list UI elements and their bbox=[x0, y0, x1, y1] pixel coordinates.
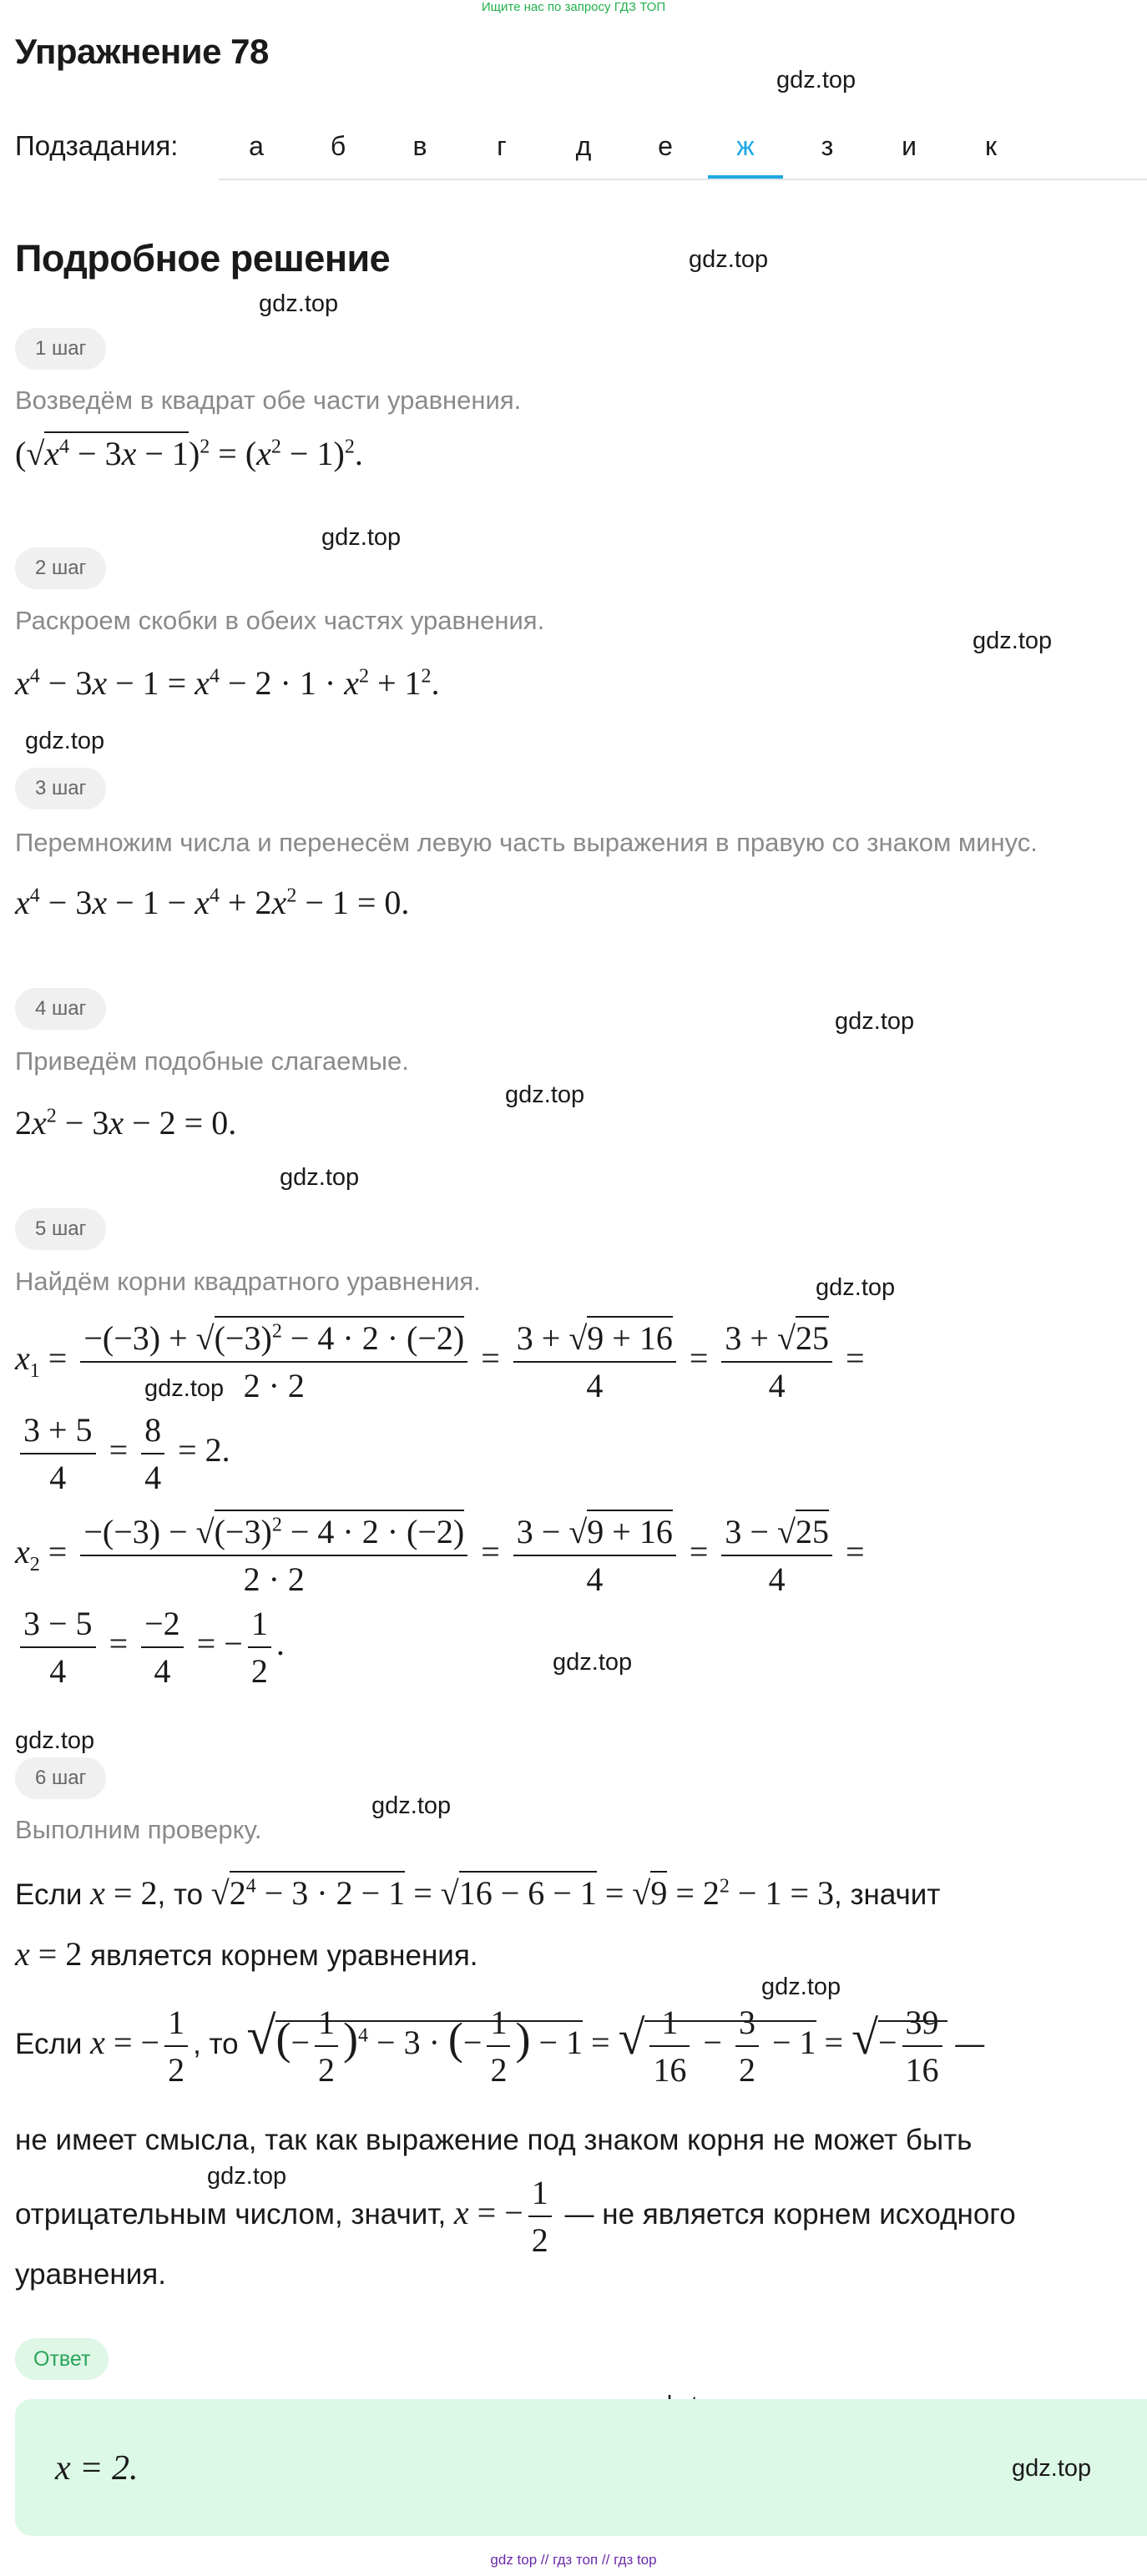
equation-root-x2-cont: $\frac{3 - 5}{4}$ = $\frac{-2}{4}$ = − $\frac{1}{2}$ . bbox=[15, 1604, 285, 1691]
step-description: Возведём в квадрат обе части уравнения. bbox=[15, 386, 522, 415]
check-line-5: отрицательным числом, значит, x = − $\frac{1}{2}$ — не является корнем исходного bbox=[15, 2174, 1016, 2259]
step-badge: 3 шаг bbox=[15, 768, 106, 809]
solution-heading: Подробное решение bbox=[15, 237, 391, 280]
check-line-2: x = 2 является корнем уравнения. bbox=[15, 1935, 478, 1973]
answer-badge: Ответ bbox=[15, 2338, 109, 2380]
equation: $x^4 - 3x - 1 - x^4 + 2x^2 - 1 = 0$. bbox=[15, 884, 410, 921]
top-ad-link[interactable]: Ищите нас по запросу ГДЗ ТОП bbox=[481, 0, 666, 14]
watermark: gdz.top bbox=[553, 1649, 633, 1676]
check-line-4: не имеет смысла, так как выражение под знаком корня не может быть bbox=[15, 2124, 973, 2156]
answer-value: x = 2. bbox=[55, 2449, 139, 2488]
step-description: Раскроем скобки в обеих частях уравнения. bbox=[15, 606, 545, 635]
subtasks-label: Подзадания: bbox=[15, 130, 179, 161]
not-root-text: — не является корнем исходного bbox=[564, 2198, 1016, 2231]
equation-root-x2: $x_2$ = $\frac{-(-3) - √(-3)^2 - 4 \cdot 2 \cdot (-2)}{2 \cdot 2}$ = $\frac{3 - √9 + 16}{4}$ = $\frac{3 - √25}{4}$ = bbox=[15, 1512, 865, 1599]
step-description: Найдём корни квадратного уравнения. bbox=[15, 1267, 481, 1296]
subtask-tab-zh[interactable]: ж bbox=[708, 125, 783, 179]
equation-root-x1: $x_1$ = $\frac{-(-3) + √(-3)^2 - 4 \cdot 2 \cdot (-2)}{2 \cdot 2}$ = $\frac{3 + √9 + 16}{4}$ = $\frac{3 + √25}{4}$ = bbox=[15, 1318, 865, 1405]
step-badge: 4 шаг bbox=[15, 988, 106, 1030]
footer-links[interactable]: gdz top // гдз топ // гдз top bbox=[490, 2552, 657, 2568]
check-line-1: Если x = 2, то $√2^4 - 3 \cdot 2 - 1 = √16 - 6 - 1 = √9 = 2^2 - 1 = 3$, значит bbox=[15, 1873, 940, 1913]
subtask-tab-z[interactable]: з bbox=[821, 131, 834, 161]
step-badge: 5 шаг bbox=[15, 1208, 106, 1250]
subtask-tab-b[interactable]: б bbox=[330, 131, 346, 161]
if-word: Если bbox=[15, 2028, 83, 2061]
if-word: Если bbox=[15, 1878, 83, 1911]
answer-box bbox=[15, 2399, 1147, 2536]
equation: $(√x^4 - 3x - 1)^2 = (x^2 - 1)^2$. bbox=[15, 434, 363, 473]
watermark: gdz.top bbox=[321, 524, 402, 551]
watermark: gdz.top bbox=[761, 1974, 841, 2000]
is-root-text: является корнем уравнения. bbox=[90, 1939, 478, 1972]
watermark: gdz.top bbox=[371, 1792, 452, 1819]
watermark: gdz.top bbox=[816, 1274, 896, 1301]
subtask-tab-g[interactable]: г bbox=[497, 131, 507, 161]
check-line-3: Если x = − $\frac{1}{2}$ , то √(− $\frac{1}{2}$ )$^4$ − 3 · (− $\frac{1}{2}$ ) − 1 = √ $\frac{1}{16}$ − $\frac{3}{2}$ − 1 = √− $\frac{39}{16}$ — bbox=[15, 2004, 985, 2089]
equation: $x^4 - 3x - 1 = x^4 - 2 \cdot 1 \cdot x^2 + 1^2$. bbox=[15, 664, 440, 702]
step-badge: 2 шаг bbox=[15, 547, 106, 589]
watermark: gdz.top bbox=[280, 1164, 360, 1191]
subtask-tab-e[interactable]: е bbox=[658, 131, 673, 161]
subtask-tab-a[interactable]: а bbox=[249, 131, 264, 161]
then-word: то bbox=[173, 1878, 204, 1911]
watermark: gdz.top bbox=[15, 1727, 95, 1754]
subtask-tab-d[interactable]: д bbox=[575, 131, 592, 161]
then-word: то bbox=[209, 2028, 239, 2061]
watermark: gdz.top bbox=[1012, 2455, 1092, 2482]
step-description: Перемножим числа и перенесём левую часть выражения в правую со знаком минус. bbox=[15, 828, 1038, 857]
subtask-tab-v[interactable]: в bbox=[412, 131, 427, 161]
page-title: Упражнение 78 bbox=[15, 32, 269, 71]
watermark: gdz.top bbox=[207, 2163, 287, 2190]
equation: $2x^2 - 3x - 2 = 0$. bbox=[15, 1104, 237, 1142]
watermark: gdz.top bbox=[259, 290, 339, 317]
step-description: Приведём подобные слагаемые. bbox=[15, 1046, 409, 1076]
watermark: gdz.top bbox=[144, 1375, 225, 1402]
means-word: значит bbox=[850, 1878, 941, 1911]
step-badge: 1 шаг bbox=[15, 328, 106, 370]
step-badge: 6 шаг bbox=[15, 1757, 106, 1799]
watermark: gdz.top bbox=[25, 728, 105, 754]
step-description: Выполним проверку. bbox=[15, 1815, 262, 1844]
equation-root-x1-cont: $\frac{3 + 5}{4}$ = $\frac{8}{4}$ = 2. bbox=[15, 1410, 230, 1497]
watermark: gdz.top bbox=[505, 1081, 585, 1108]
watermark: gdz.top bbox=[835, 1008, 915, 1035]
subtask-tab-k[interactable]: к bbox=[985, 131, 997, 161]
watermark: gdz.top bbox=[689, 246, 769, 273]
watermark: gdz.top bbox=[776, 67, 856, 93]
negative-means-text: отрицательным числом, значит, bbox=[15, 2198, 447, 2231]
watermark: gdz.top bbox=[973, 628, 1053, 654]
subtask-tab-i[interactable]: и bbox=[902, 131, 917, 161]
subtask-tabs bbox=[219, 125, 1147, 180]
check-line-6: уравнения. bbox=[15, 2258, 166, 2291]
